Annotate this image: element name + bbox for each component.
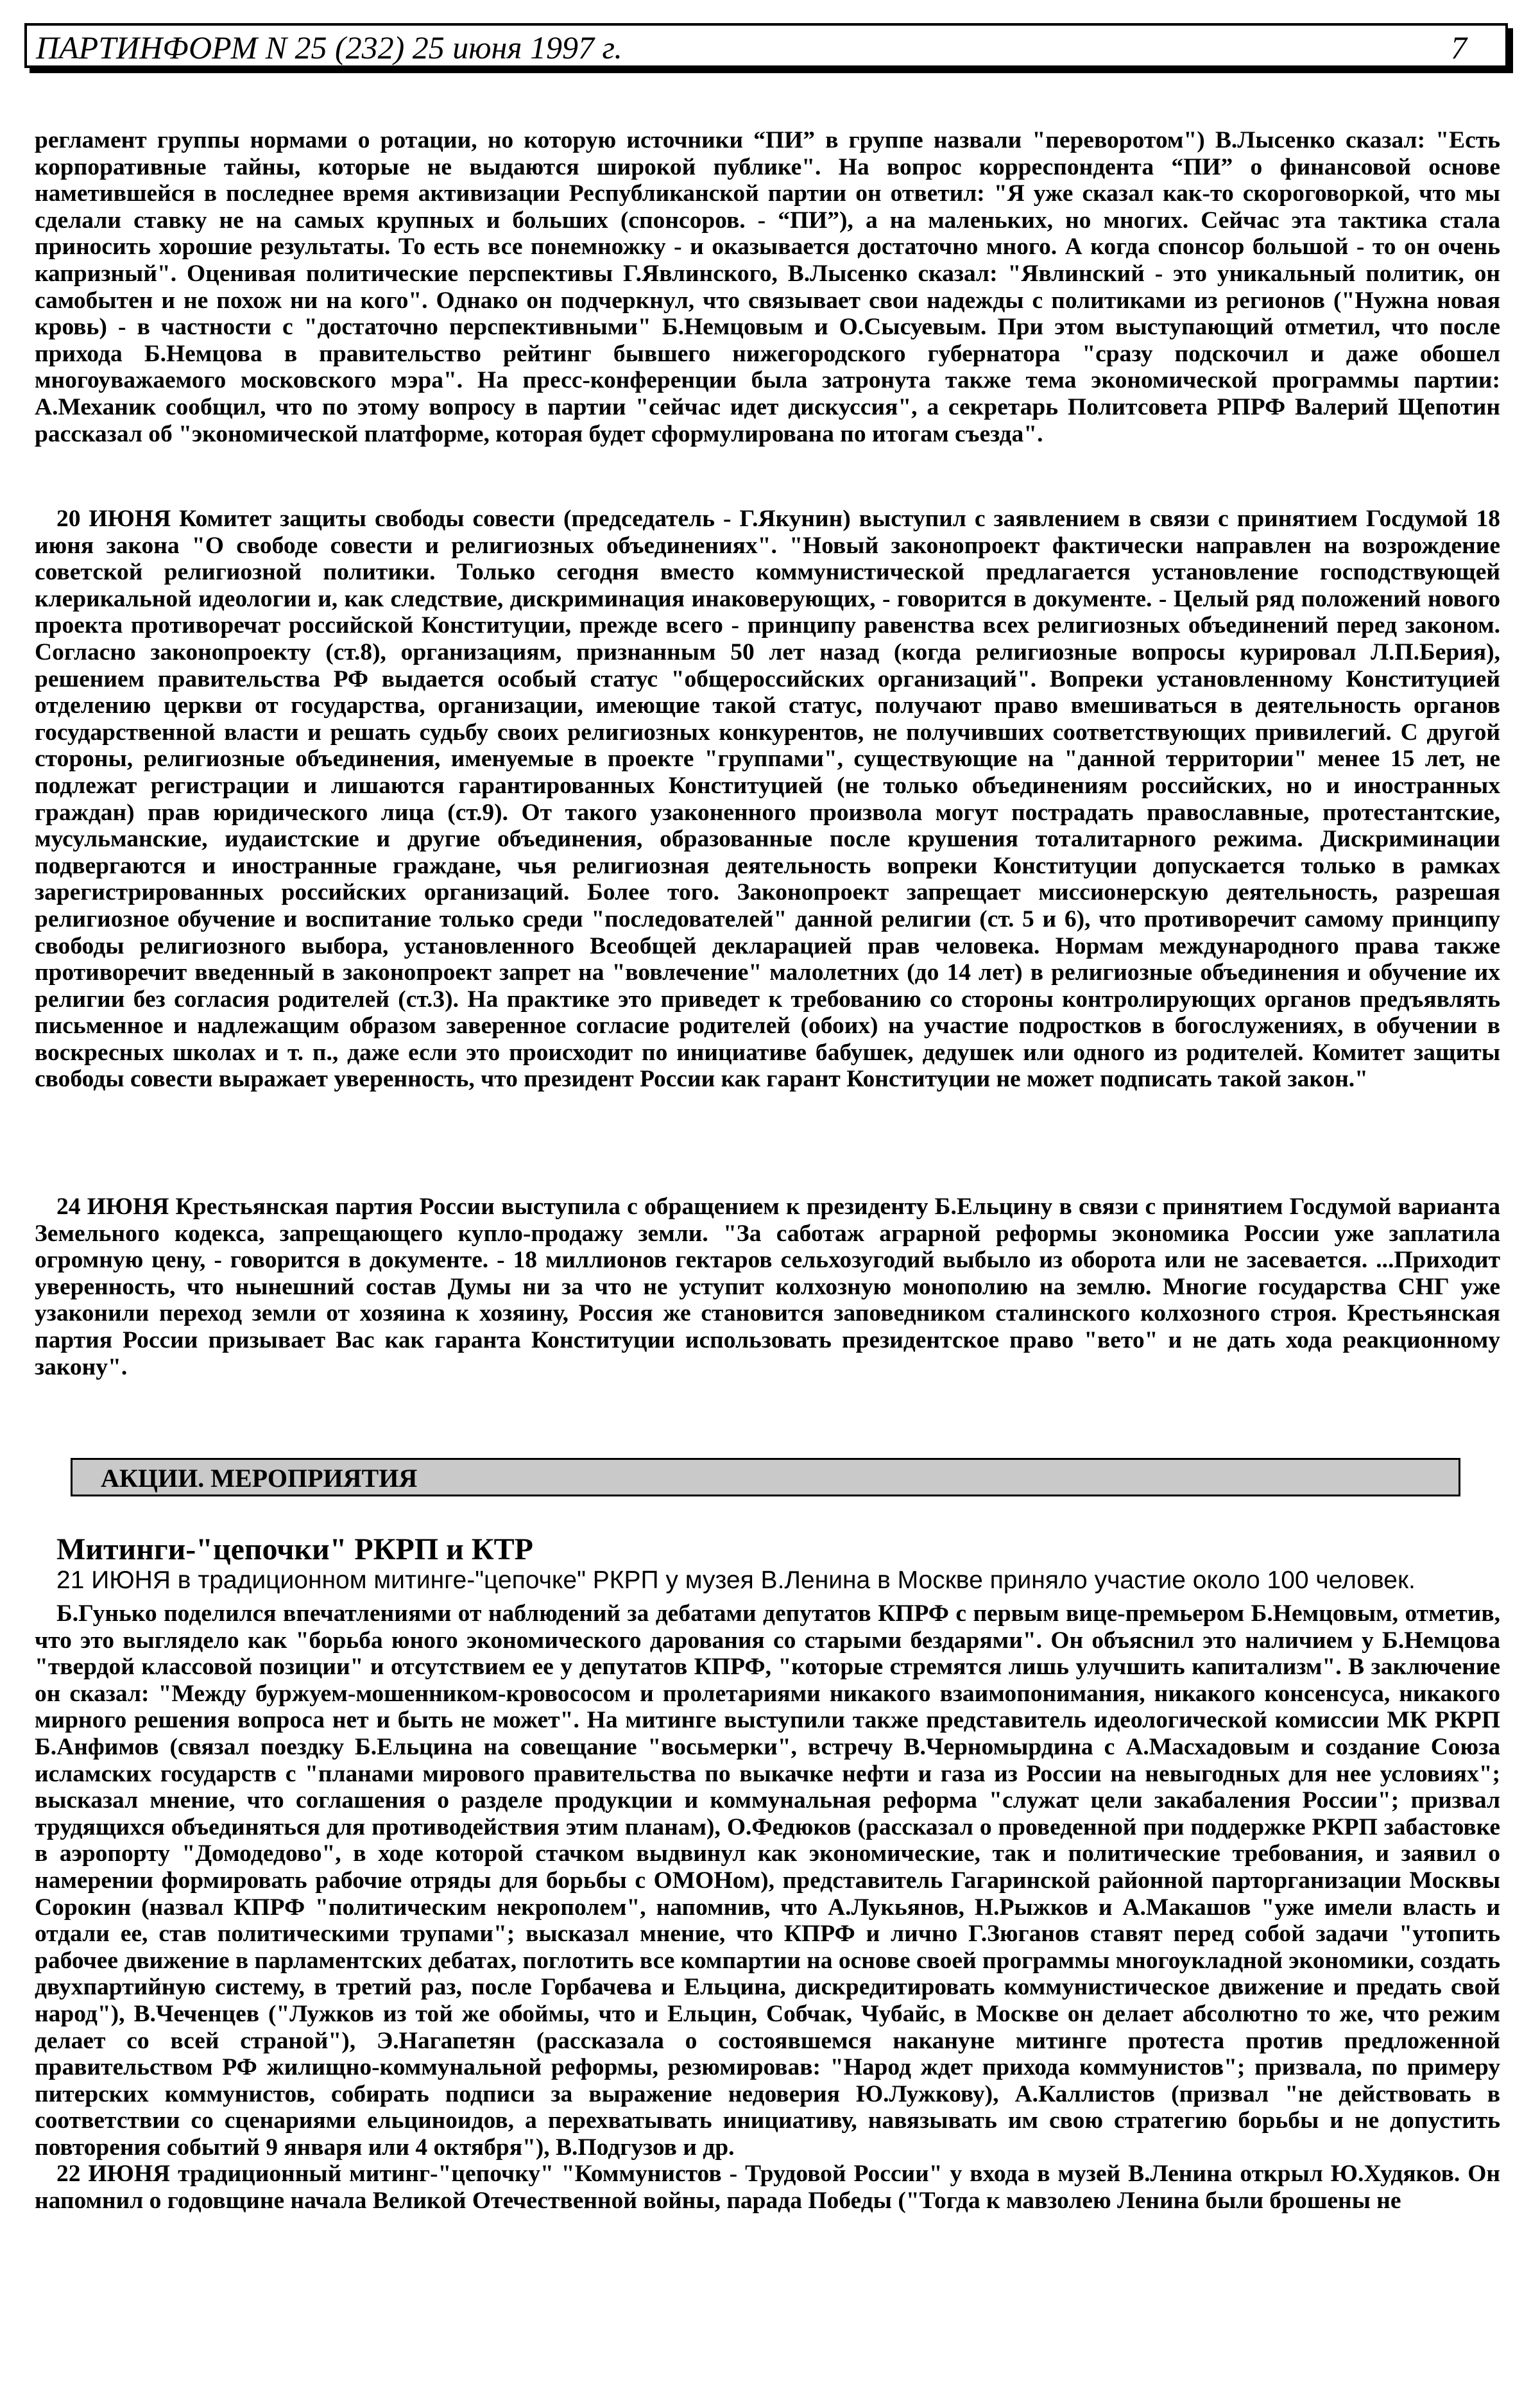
text-block-june-24 <box>35 1194 1500 1380</box>
publication-title: ПАРТИНФОРМ N 25 (232) 25 июня 1997 г. <box>36 30 622 65</box>
paragraph: Б.Гунько поделился впечатлениями от наблюдений за дебатами депутатов КПРФ с первым вице-премьером Б.Немцовым, отметив, что это выглядело как "борьба юного экономического дарования со старыми бездарями". Он объяснил это наличием у Б.Немцова "твердой классовой позиции" и отсутствием ее у депутатов КПРФ, "которые стремятся лишь улучшить капитализм". В заключение он сказал: "Между буржуем-мошенником-кровососом и пролетариями никакого взаимопонимания, никакого консенсуса, никакого мирного решения вопроса нет и быть не может". На митинге выступили также представитель идеологической комиссии МК РКРП Б.Анфимов (связал поездку Б.Ельцина на совещание "восьмерки", встречу В.Черномырдина с А.Масхадовым и создание Союза исламских государств с "планами мирового правительства по выкачке нефти и газа из России на невыгодных для нее условиях"; высказал мнение, что соглашения о разделе продукции и коммунальная реформа "служат цели закабаления России"; призвал трудящихся объединяться для противодействия этим планам), О.Федюков (рассказал о проведенной при поддержке РКРП забастовке в аэропорту "Домодедово", в ходе которой стачком выдвинул как экономические, так и политические требования, и заявил о намерении формировать рабочие отряды для борьбы с ОМОНом), представитель Гагаринской районной парторганизации Москвы Сорокин (назвал КПРФ "политическим некрополем", напомнив, что А.Лукьянов, Н.Рыжков и А.Макашов "уже имели власть и отдали ее, став политическими трупами"; высказал мнение, что КПРФ и лично Г.Зюганов ставят перед собой задачи "утопить рабочее движение в парламентских дебатах, поглотить все компартии на основе своей программы многоукладной экономики, создать двухпартийную систему, в третий раз, после Горбачева и Ельцина, дискредитировать коммунистическое движение и предать свой народ"), В.Чеченцев ("Лужков из той же обоймы, что и Ельцин, Собчак, Чубайс, в Москве он делает абсолютно то же, что режим делает со всей страной"), Э.Нагапетян (рассказала о состоявшемся накануне митинге протеста против предложенной правительством РФ жилищно-коммунальной реформы, резюмировав: "Народ ждет прихода коммунистов"; призвала, по примеру питерских коммунистов, собирать подписи за выражение недоверия Ю.Лужкову), А.Каллистов (призвал "не действовать в соответствии со сценариями ельциноидов, а перехватывать инициативу, навязывать им свою стратегию борьбы и не допустить повторения событий 9 января или 4 октября"), В.Подгузов и др. <box>35 1600 1500 2161</box>
text-block-june-20 <box>35 506 1500 1093</box>
section-heading: АКЦИИ. МЕРОПРИЯТИЯ <box>101 1464 418 1493</box>
page-number: 7 <box>1451 30 1467 65</box>
article-body <box>35 1600 1500 2215</box>
paragraph: 24 ИЮНЯ Крестьянская партия России выступила с обращением к президенту Б.Ельцину в связи с принятием Госдумой варианта Земельного кодекса, запрещающего купло-продажу земли. "За саботаж аграрной реформы экономика России уже заплатила огромную цену, - говорится в документе. - 18 миллионов гектаров сельхозугодий выбыло из оборота или не засевается. ...Приходит уверенность, что нынешний состав Думы ни за что не уступит колхозную монополию на землю. Многие государства СНГ уже узаконили переход земли от хозяина к хозяину, Россия же становится заповедником сталинского колхозного строя. Крестьянская партия России призывает Вас как гаранта Конституции использовать президентское право "вето" и не дать хода реакционному закону". <box>35 1194 1500 1380</box>
section-heading-box <box>71 1458 1460 1496</box>
paragraph: 22 ИЮНЯ традиционный митинг-"цепочку" "Коммунистов - Трудовой России" у входа в музей В.Ленина открыл Ю.Худяков. Он напомнил о годовщине начала Великой Отечественной войны, парада Победы ("Тогда к мавзолею Ленина были брошены не <box>35 2161 1500 2215</box>
article-title: Митинги-"цепочки" РКРП и КТР <box>56 1532 533 1566</box>
paragraph: регламент группы нормами о ротации, но которую источники “ПИ” в группе назвали "переворотом") В.Лысенко сказал: "Есть корпоративные тайны, которые не выдаются широкой публике". На вопрос корреспондента “ПИ” о финансовой основе наметившейся в последнее время активизации Республиканской партии он ответил: "Я уже сказал как-то скороговоркой, что мы сделали ставку не на самых крупных и больших (спонсоров. - “ПИ”), а на маленьких, но многих. Сейчас эта тактика стала приносить хорошие результаты. То есть все понемножку - и оказывается достаточно много. А когда спонсор большой - то он очень капризный". Оценивая политические перспективы Г.Явлинского, В.Лысенко сказал: "Явлинский - это уникальный политик, он самобытен и не похож ни на кого". Однако он подчеркнул, что связывает свои надежды с политиками из регионов ("Нужна новая кровь) - в частности с "достаточно перспективными" Б.Немцовым и О.Сысуевым. При этом выступающий отметил, что после прихода Б.Немцова в правительство рейтинг бывшего нижегородского губернатора "сразу подскочил и даже обошел многоуважаемого московского мэра". На пресс-конференции была затронута также тема экономической программы партии: А.Механик сообщил, что по этому вопросу в партии "сейчас идет дискуссия", а секретарь Политсовета РПРФ Валерий Щепотин рассказал об "экономической платформе, которая будет сформулирована по итогам съезда". <box>35 127 1500 447</box>
text-block-continuation <box>35 127 1500 447</box>
article-lead: 21 ИЮНЯ в традиционном митинге-"цепочке" РКРП у музея В.Ленина в Москве приняло участие около 100 человек. <box>56 1566 1416 1594</box>
paragraph: 20 ИЮНЯ Комитет защиты свободы совести (председатель - Г.Якунин) выступил с заявлением в связи с принятием Госдумой 18 июня закона "О свободе совести и религиозных объединениях". "Новый законопроект фактически направлен на возрождение советской религиозной политики. Только сегодня вместо коммунистической предлагается установление господствующей клерикальной идеологии и, как следствие, дискриминация инаковерующих, - говорится в документе. - Целый ряд положений нового проекта противоречат российской Конституции, прежде всего - принципу равенства всех религиозных объединений перед законом. Согласно законопроекту (ст.8), организациям, признанным 50 лет назад (когда религиозные вопросы курировал Л.П.Берия), решением правительства РФ выдается особый статус "общероссийских организаций". Вопреки установленному Конституцией отделению церкви от государства, организации, имеющие такой статус, получают право вмешиваться в деятельность органов государственной власти и решать судьбу своих религиозных конкурентов, не получивших соответствующих привилегий. С другой стороны, религиозные объединения, именуемые в проекте "группами", существующие на "данной территории" менее 15 лет, не подлежат регистрации и лишаются гарантированных Конституцией (не только объединениям российских, но и иностранных граждан) прав юридического лица (ст.9). От такого узаконенного произвола могут пострадать православные, протестантские, мусульманские, иудаистские и другие объединения, образованные после крушения тоталитарного режима. Дискриминации подвергаются и иностранные граждане, чья религиозная деятельность вопреки Конституции допускается только в рамках зарегистрированных российских организаций. Более того. Законопроект запрещает миссионерскую деятельность, разрешая религиозное обучение и воспитание только среди "последователей" данной религии (ст. 5 и 6), что противоречит самому принципу свободы религиозного выбора, установленного Всеобщей декларацией прав человека. Нормам международного права также противоречит введенный в законопроект запрет на "вовлечение" малолетних (до 14 лет) в религиозные объединения и обучение их религии без согласия родителей (ст.3). На практике это приведет к требованию со стороны контролирующих органов предъявлять письменное и надлежащим образом заверенное согласие родителей (обоих) на участие подростков в богослужениях, в обучении в воскресных школах и т. п., даже если это происходит по инициативе бабушек, дедушек или одного из родителей. Комитет защиты свободы совести выражает уверенность, что президент России как гарант Конституции не может подписать такой закон." <box>35 506 1500 1093</box>
page-header <box>24 23 1508 68</box>
